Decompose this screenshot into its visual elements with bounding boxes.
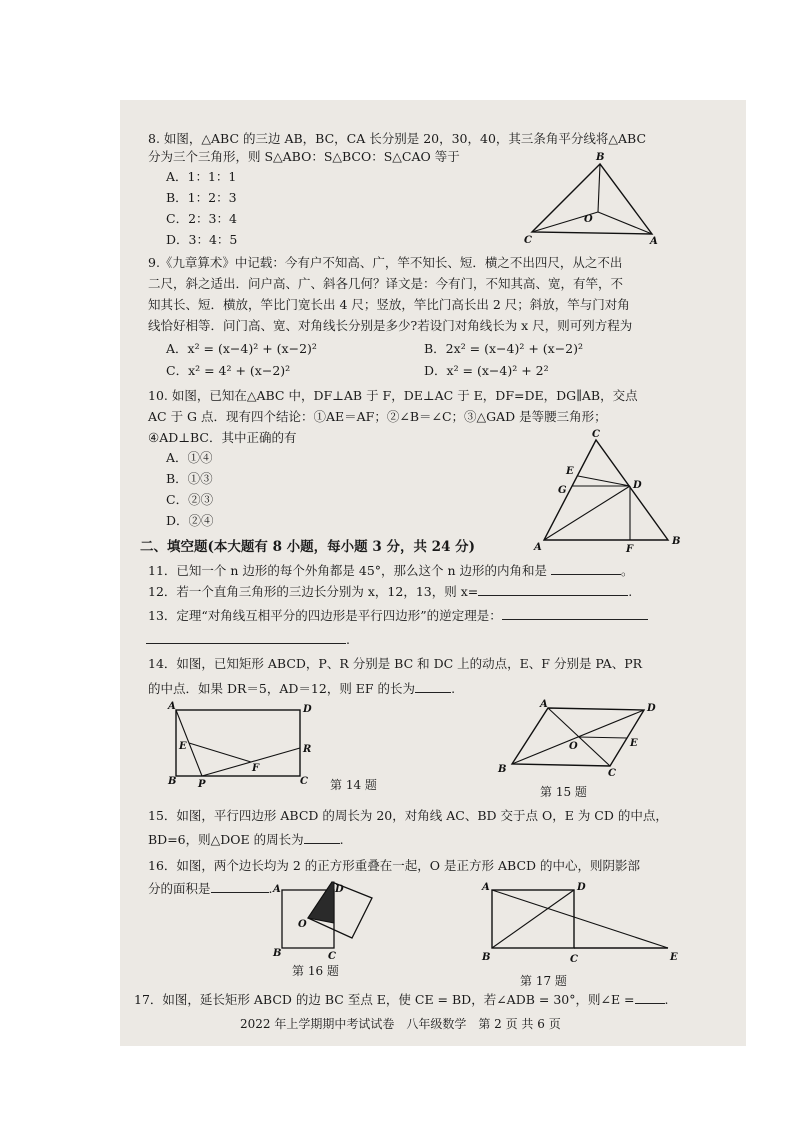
- q15-label-d: D: [647, 703, 656, 714]
- q10-option-a: A．①④: [166, 450, 213, 465]
- q8-option-a: A．1：1：1: [166, 169, 237, 184]
- q8-line2: 分为三个三角形，则 S△ABO：S△BCO：S△CAO 等于: [148, 149, 460, 164]
- q15-label-b: B: [498, 764, 507, 775]
- q10-label-d: D: [633, 480, 642, 491]
- q14-rectangle-figure: [164, 700, 314, 788]
- q10-option-b: B．①③: [166, 471, 213, 486]
- q8-label-b: B: [596, 152, 605, 163]
- q15-label-a: A: [540, 699, 548, 710]
- q14-label-p: P: [198, 779, 206, 788]
- q11-answer-blank[interactable]: [551, 562, 621, 575]
- q17-label-c: C: [570, 954, 578, 965]
- q10-label-b: B: [672, 536, 681, 547]
- q11-text: [148, 562, 634, 579]
- q17-label-b: B: [482, 952, 491, 963]
- q8-label-a: A: [650, 236, 658, 245]
- q16-label-b: B: [273, 948, 282, 959]
- q14-end: .: [451, 681, 456, 696]
- q15-label-e: E: [630, 738, 638, 749]
- q12-end: .: [628, 584, 633, 599]
- q16-line1: 16．如图，两个边长均为 2 的正方形重叠在一起，O 是正方形 ABCD 的中心，则阴影部: [148, 858, 641, 873]
- q16-label-a: A: [273, 884, 281, 895]
- q8-line1: 8. 如图，△ABC 的三边 AB，BC，CA 长分别是 20，30，40，其三条角平分线将△ABC: [148, 131, 647, 146]
- q12-text: [148, 583, 632, 600]
- q17-caption: 第 17 题: [520, 974, 567, 988]
- q9-option-c: C．x² = 4² + (x−2)²: [166, 363, 291, 378]
- q13-end: .: [346, 632, 350, 647]
- q8-option-c: C．2：3：4: [166, 211, 237, 226]
- q10-line2: AC 于 G 点．现有四个结论：①AE＝AF；②∠B＝∠C；③△GAD 是等腰三角形；: [148, 409, 607, 424]
- q9-option-d: D．x² = (x−4)² + 2²: [424, 363, 549, 378]
- q13-continuation: [146, 631, 350, 648]
- exam-page: [120, 100, 746, 1046]
- q9-line4: 线恰好相等．问门高、宽、对角线长分别是多少?若设门对角线长为 x 尺，则可列方程为: [148, 318, 633, 333]
- q14-caption: 第 14 题: [330, 778, 377, 792]
- q15-question: BD=6，则△DOE 的周长为: [148, 832, 304, 847]
- q14-label-b: B: [168, 776, 177, 787]
- q15-line2: [148, 831, 344, 848]
- q14-label-f: F: [252, 763, 260, 774]
- page-footer: 2022 年上学期期中考试试卷 八年级数学 第 2 页 共 6 页: [240, 1017, 561, 1031]
- q10-option-d: D．②④: [166, 513, 214, 528]
- section2-title: 二、填空题: [140, 539, 208, 555]
- q11-end: 。: [621, 563, 634, 578]
- q16-end: .: [268, 881, 273, 896]
- q14-answer-blank[interactable]: [415, 680, 451, 693]
- q14-question: 的中点．如果 DR＝5，AD＝12，则 EF 的长为: [148, 681, 416, 696]
- q9-line1: 9.《九章算术》中记载：今有户不知高、广，竿不知长、短．横之不出四尺，从之不出: [148, 255, 623, 270]
- q17-label-d: D: [577, 882, 586, 893]
- q15-line1: 15．如图，平行四边形 ABCD 的周长为 20，对角线 AC、BD 交于点 O，E 为 CD 的中点，: [148, 808, 668, 823]
- q8-label-o: O: [584, 214, 593, 225]
- q14-label-d: D: [303, 704, 312, 715]
- q14-label-e: E: [179, 741, 187, 752]
- q10-label-c: C: [592, 429, 600, 440]
- q10-triangle-figure: [530, 426, 690, 556]
- q16-label-o: O: [298, 919, 307, 930]
- q10-label-a: A: [534, 542, 542, 553]
- q8-option-b: B．1：2：3: [166, 190, 237, 205]
- q10-line3: ④AD⊥BC．其中正确的有: [148, 430, 297, 445]
- q17-rectangle-figure: [476, 880, 684, 966]
- q16-squares-figure: [270, 868, 380, 964]
- q16-answer-blank[interactable]: [211, 880, 269, 893]
- q17-label-e: E: [670, 952, 678, 963]
- q17-end: .: [664, 992, 669, 1007]
- q15-caption: 第 15 题: [540, 785, 587, 799]
- q11-question: 11．已知一个 n 边形的每个外角都是 45°，那么这个 n 边形的内角和是: [148, 563, 548, 578]
- section2-desc: (本大题有 8 小题，每小题 3 分，共 24 分): [207, 539, 476, 555]
- q15-label-c: C: [608, 768, 616, 778]
- q9-option-b: B．2x² = (x−4)² + (x−2)²: [424, 341, 584, 356]
- q12-answer-blank[interactable]: [478, 583, 628, 596]
- q10-label-g: G: [558, 485, 567, 496]
- q17-answer-blank[interactable]: [635, 991, 665, 1004]
- q9-line2: 二尺，斜之适出．问户高、广、斜各几何？译文是：今有门，不知其高、宽，有竿，不: [148, 276, 624, 291]
- q13-answer-blank-2[interactable]: [146, 631, 346, 644]
- q15-label-o: O: [569, 741, 578, 752]
- q8-label-c: C: [524, 235, 532, 245]
- q15-answer-blank[interactable]: [304, 831, 340, 844]
- q14-line1: 14．如图，已知矩形 ABCD，P、R 分别是 BC 和 DC 上的动点，E、F 分别是 PA、PR: [148, 656, 643, 671]
- q14-label-a: A: [168, 701, 176, 712]
- q13-answer-blank-1[interactable]: [502, 607, 648, 620]
- q16-label-c: C: [328, 951, 336, 962]
- q16-caption: 第 16 题: [292, 964, 339, 978]
- q10-line1: 10. 如图，已知在△ABC 中，DF⊥AB 于 F，DE⊥AC 于 E，DF=DE，DG∥AB，交点: [148, 388, 638, 403]
- section2-heading: [140, 539, 475, 555]
- q15-end: .: [339, 832, 344, 847]
- q10-label-e: E: [566, 466, 574, 477]
- q17-question: 17．如图，延长矩形 ABCD 的边 BC 至点 E，使 CE = BD，若∠ADB = 30°，则∠E =: [134, 992, 635, 1007]
- q16-line2: [148, 880, 273, 897]
- q14-label-c: C: [300, 776, 308, 787]
- q16-question: 分的面积是: [148, 881, 211, 896]
- q13-question: 13．定理“对角线互相平分的四边形是平行四边形”的逆定理是：: [148, 608, 502, 623]
- q9-option-a: A．x² = (x−4)² + (x−2)²: [166, 341, 317, 356]
- q9-line3: 知其长、短．横放，竿比门宽长出 4 尺；竖放，竿比门高长出 2 尺；斜放，竿与门对角: [148, 297, 630, 312]
- q15-parallelogram-figure: [490, 696, 660, 778]
- q10-option-c: C．②③: [166, 492, 214, 507]
- q10-label-f: F: [626, 544, 634, 555]
- q17-text: [134, 991, 669, 1008]
- q14-label-r: R: [303, 744, 312, 755]
- q13-text: [148, 607, 648, 624]
- q16-label-d: D: [335, 884, 344, 895]
- q14-line2: [148, 680, 455, 697]
- q8-triangle-figure: [520, 150, 670, 245]
- q12-question: 12．若一个直角三角形的三边长分别为 x，12，13，则 x=: [148, 584, 479, 599]
- q8-option-d: D．3：4：5: [166, 232, 238, 247]
- q17-label-a: A: [482, 882, 490, 893]
